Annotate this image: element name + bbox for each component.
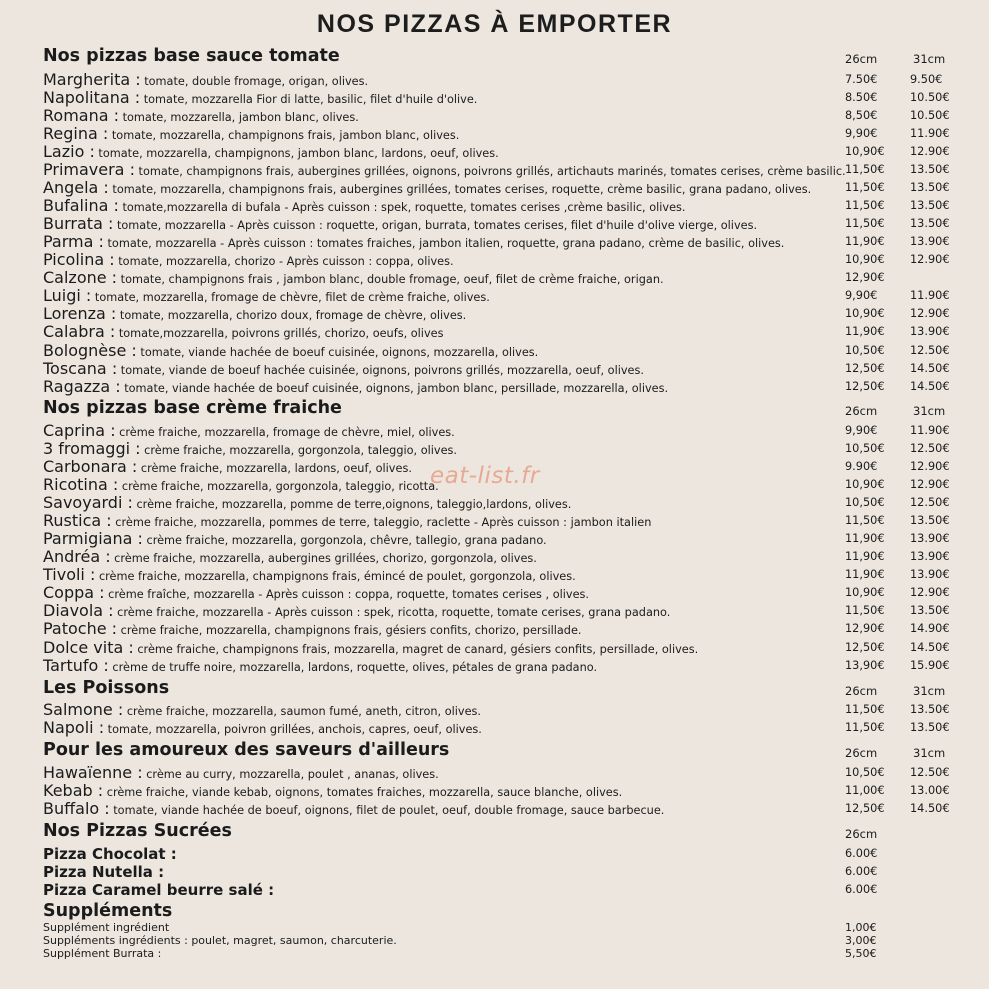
pizza-description: crème fraiche, mozzarella, pommes de terre, taleggio, raclette - Après cuisson : jambon italien: [111, 516, 652, 529]
price-26cm: 7.50€: [845, 73, 878, 86]
menu-item: [43, 763, 439, 781]
supplement-label: Supplément Burrata :: [43, 947, 162, 960]
price-26cm: 12,90€: [845, 271, 885, 284]
menu-item: [43, 583, 589, 601]
price-26cm: 8.50€: [845, 91, 878, 104]
menu-item: [43, 439, 457, 457]
menu-item: [43, 475, 439, 493]
price-26cm: 11,50€: [845, 163, 885, 176]
price-26cm: 11,50€: [845, 181, 885, 194]
price-26cm: 11,00€: [845, 784, 885, 797]
menu-item: [43, 511, 651, 529]
pizza-name: Calzone :: [43, 268, 118, 287]
pizza-description: tomate, mozzarella - Après cuisson : tomates fraiches, jambon italien, roquette, grana padano, crème de basilic, olives.: [103, 237, 785, 250]
menu-item: [43, 844, 177, 862]
menu-item: [43, 304, 466, 322]
menu-title: NOS PIZZAS À EMPORTER: [316, 10, 673, 38]
pizza-name: 3 fromaggi :: [43, 439, 141, 458]
menu-item: [43, 700, 481, 718]
pizza-description: tomate,mozzarella, poivrons grillés, chorizo, oeufs, olives: [115, 327, 444, 340]
pizza-description: crème fraiche, mozzarella, champignons frais, gésiers confits, chorizo, persillade.: [117, 624, 582, 637]
pizza-description: crème fraiche, champignons frais, mozzarella, magret de canard, gésiers confits, persillade, olives.: [133, 643, 699, 656]
price-31cm: 12.90€: [910, 478, 950, 491]
size-column-label: 31cm: [913, 746, 946, 760]
menu-item: [43, 286, 490, 304]
pizza-description: tomate, mozzarella Fior di latte, basilic, filet d'huile d'olive.: [140, 93, 478, 106]
supplement-label: Supplément ingrédient: [43, 921, 170, 934]
menu-item: [43, 341, 538, 359]
pizza-name: Ragazza :: [43, 377, 121, 396]
pizza-name: Ricotina :: [43, 475, 119, 494]
pizza-description: tomate, mozzarella, chorizo - Après cuisson : coppa, olives.: [114, 255, 454, 268]
price-26cm: 9,90€: [845, 289, 878, 302]
price-31cm: 11.90€: [910, 424, 950, 437]
pizza-description: tomate, mozzarella, champignons frais, aubergines grillées, tomates cerises, roquette, crème basilic, grana padano, olives.: [108, 183, 812, 196]
pizza-name: Parma :: [43, 232, 104, 251]
price-26cm: 9,90€: [845, 424, 878, 437]
pizza-name: Pizza Chocolat :: [43, 845, 177, 863]
pizza-name: Diavola :: [43, 601, 114, 620]
price-31cm: 12.50€: [910, 442, 950, 455]
pizza-description: crème fraiche, mozzarella, gorgonzola, taleggio, ricotta.: [118, 480, 439, 493]
pizza-description: tomate, mozzarella, champignons, jambon blanc, lardons, oeuf, olives.: [94, 147, 499, 160]
size-column-label: 26cm: [845, 52, 878, 66]
pizza-name: Buffalo :: [43, 799, 110, 818]
menu-item: [43, 529, 547, 547]
pizza-description: tomate, viande hachée de boeuf, oignons, filet de poulet, oeuf, double fromage, sauce barbecue.: [109, 804, 665, 817]
pizza-name: Tartufo :: [43, 656, 109, 675]
price-26cm: 11,50€: [845, 604, 885, 617]
menu-item: [43, 457, 412, 475]
price-31cm: 13.50€: [910, 721, 950, 734]
pizza-description: crème fraiche, mozzarella, saumon fumé, aneth, citron, olives.: [123, 705, 481, 718]
price-26cm: 11,50€: [845, 721, 885, 734]
price-26cm: 10,50€: [845, 496, 885, 509]
pizza-name: Salmone :: [43, 700, 124, 719]
pizza-description: crème fraiche, mozzarella - Après cuisson : spek, ricotta, roquette, tomate cerises, grana padano.: [113, 606, 671, 619]
price-31cm: 12.90€: [910, 253, 950, 266]
menu-item: [43, 638, 698, 656]
pizza-name: Pizza Nutella :: [43, 863, 165, 881]
pizza-name: Dolce vita :: [43, 638, 134, 657]
watermark: eat-list.fr: [430, 463, 540, 489]
price-26cm: 12,50€: [845, 362, 885, 375]
pizza-description: crème au curry, mozzarella, poulet , ananas, olives.: [142, 768, 439, 781]
size-column-label: 26cm: [845, 684, 878, 698]
price-26cm: 11,90€: [845, 550, 885, 563]
price-26cm: 10,90€: [845, 478, 885, 491]
price-26cm: 12,50€: [845, 380, 885, 393]
price-31cm: 12.50€: [910, 344, 950, 357]
price-31cm: 13.50€: [910, 514, 950, 527]
price-26cm: 9.90€: [845, 460, 878, 473]
menu-item: [43, 359, 644, 377]
price-26cm: 10,50€: [845, 344, 885, 357]
menu-item: [43, 106, 359, 124]
pizza-description: crème fraiche, viande kebab, oignons, tomates fraiches, mozzarella, sauce blanche, olives.: [103, 786, 623, 799]
pizza-name: Bolognèse :: [43, 341, 137, 360]
price-31cm: 14.50€: [910, 380, 950, 393]
price-26cm: 11,90€: [845, 532, 885, 545]
pizza-name: Toscana :: [43, 359, 118, 378]
price-26cm: 11,50€: [845, 703, 885, 716]
pizza-description: crème fraiche, mozzarella, champignons frais, émincé de poulet, gorgonzola, olives.: [95, 570, 576, 583]
price-26cm: 12,50€: [845, 641, 885, 654]
pizza-name: Picolina :: [43, 250, 115, 269]
price-31cm: 13.90€: [910, 568, 950, 581]
price-31cm: 13.50€: [910, 199, 950, 212]
menu-item: [43, 160, 846, 178]
price-26cm: 6.00€: [845, 865, 878, 878]
pizza-name: Primavera :: [43, 160, 135, 179]
pizza-description: crème fraiche, mozzarella, gorgonzola, taleggio, olives.: [140, 444, 458, 457]
pizza-description: tomate, viande de boeuf hachée cuisinée, oignons, poivrons grillés, mozzarella, oeuf, olives.: [117, 364, 644, 377]
price-31cm: 13.90€: [910, 235, 950, 248]
section-heading: Nos Pizzas Sucrées: [43, 821, 232, 841]
pizza-description: tomate, mozzarella, poivron grillées, anchois, capres, oeuf, olives.: [104, 723, 482, 736]
price-26cm: 10,50€: [845, 766, 885, 779]
price-26cm: 12,90€: [845, 622, 885, 635]
pizza-description: crème fraiche, mozzarella, lardons, oeuf, olives.: [137, 462, 412, 475]
pizza-description: crème fraiche, mozzarella, fromage de chèvre, miel, olives.: [115, 426, 455, 439]
menu-item: [43, 493, 571, 511]
pizza-name: Carbonara :: [43, 457, 138, 476]
pizza-name: Regina :: [43, 124, 109, 143]
pizza-description: tomate, champignons frais , jambon blanc, double fromage, oeuf, filet de crème fraiche, origan.: [117, 273, 664, 286]
menu-item: [43, 547, 537, 565]
pizza-name: Savoyardi :: [43, 493, 133, 512]
section-heading: Nos pizzas base sauce tomate: [43, 46, 340, 66]
price-26cm: 8,50€: [845, 109, 878, 122]
price-26cm: 10,90€: [845, 253, 885, 266]
menu-item: [43, 619, 582, 637]
price-31cm: 12.50€: [910, 766, 950, 779]
size-column-label: 31cm: [913, 684, 946, 698]
pizza-name: Napolitana :: [43, 88, 141, 107]
price-31cm: 15.90€: [910, 659, 950, 672]
supplement-price: 3,00€: [845, 934, 877, 947]
size-column-label: 26cm: [845, 827, 878, 841]
menu-item: [43, 88, 477, 106]
menu-item: [43, 124, 459, 142]
size-column-label: 31cm: [913, 404, 946, 418]
pizza-description: tomate, double fromage, origan, olives.: [140, 75, 369, 88]
section-heading: Nos pizzas base crème fraiche: [43, 398, 342, 418]
price-31cm: 13.00€: [910, 784, 950, 797]
menu-item: [43, 601, 670, 619]
price-31cm: 12.50€: [910, 496, 950, 509]
pizza-name: Bufalina :: [43, 196, 119, 215]
supplements-heading: Suppléments: [43, 901, 173, 921]
menu-item: [43, 656, 597, 674]
menu-item: [43, 178, 811, 196]
pizza-name: Kebab :: [43, 781, 104, 800]
pizza-description: crème fraiche, mozzarella, gorgonzola, chêvre, tallegio, grana padano.: [142, 534, 547, 547]
price-31cm: 13.50€: [910, 217, 950, 230]
pizza-name: Patoche :: [43, 619, 118, 638]
price-26cm: 10,90€: [845, 307, 885, 320]
pizza-description: tomate, mozzarella, fromage de chèvre, filet de crème fraiche, olives.: [91, 291, 490, 304]
size-column-label: 26cm: [845, 746, 878, 760]
price-26cm: 10,90€: [845, 586, 885, 599]
pizza-name: Andréa :: [43, 547, 111, 566]
menu-item: [43, 862, 164, 880]
price-31cm: 14.50€: [910, 641, 950, 654]
menu-item: [43, 232, 784, 250]
price-31cm: 12.90€: [910, 586, 950, 599]
price-31cm: 10.50€: [910, 109, 950, 122]
pizza-description: crème fraîche, mozzarella - Après cuisson : coppa, roquette, tomates cerises , olives.: [104, 588, 590, 601]
size-column-label: 26cm: [845, 404, 878, 418]
pizza-description: tomate, viande hachée de boeuf cuisinée, oignons, mozzarella, olives.: [136, 346, 539, 359]
pizza-name: Luigi :: [43, 286, 92, 305]
menu-item: [43, 377, 668, 395]
price-26cm: 11,90€: [845, 568, 885, 581]
price-31cm: 12.90€: [910, 460, 950, 473]
price-31cm: 13.90€: [910, 550, 950, 563]
menu-item: [43, 250, 454, 268]
menu-item: [43, 214, 757, 232]
pizza-description: tomate, mozzarella, champignons frais, jambon blanc, olives.: [108, 129, 460, 142]
section-heading: Les Poissons: [43, 678, 170, 698]
price-31cm: 12.90€: [910, 145, 950, 158]
price-26cm: 12,50€: [845, 802, 885, 815]
pizza-name: Coppa :: [43, 583, 105, 602]
price-26cm: 11,90€: [845, 325, 885, 338]
pizza-description: tomate, champignons frais, aubergines grillées, oignons, poivrons grillés, artichauts marinés, tomates cerises, crème basilic.: [134, 165, 846, 178]
menu-item: [43, 421, 455, 439]
pizza-name: Pizza Caramel beurre salé :: [43, 881, 275, 899]
price-26cm: 11,50€: [845, 199, 885, 212]
price-31cm: 13.50€: [910, 181, 950, 194]
price-31cm: 14.50€: [910, 802, 950, 815]
menu-item: [43, 880, 274, 898]
pizza-description: crème fraiche, mozzarella, pomme de terre,oignons, taleggio,lardons, olives.: [132, 498, 572, 511]
price-31cm: 13.90€: [910, 325, 950, 338]
pizza-description: tomate, viande hachée de boeuf cuisinée, oignons, jambon blanc, persillade, mozzarella, olives.: [120, 382, 669, 395]
pizza-name: Tivoli :: [43, 565, 96, 584]
pizza-name: Angela :: [43, 178, 109, 197]
pizza-name: Lorenza :: [43, 304, 117, 323]
price-31cm: 14.90€: [910, 622, 950, 635]
price-31cm: 10.50€: [910, 91, 950, 104]
price-31cm: 13.50€: [910, 703, 950, 716]
size-column-label: 31cm: [913, 52, 946, 66]
menu-item: [43, 70, 368, 88]
pizza-name: Hawaïenne :: [43, 763, 143, 782]
menu-item: [43, 565, 576, 583]
pizza-name: Parmigiana :: [43, 529, 143, 548]
section-heading: Pour les amoureux des saveurs d'ailleurs: [43, 740, 450, 760]
pizza-name: Caprina :: [43, 421, 116, 440]
pizza-name: Margherita :: [43, 70, 141, 89]
supplement-label: Suppléments ingrédients : poulet, magret, saumon, charcuterie.: [43, 934, 397, 947]
pizza-name: Rustica :: [43, 511, 112, 530]
price-31cm: 12.90€: [910, 307, 950, 320]
menu-item: [43, 196, 686, 214]
pizza-name: Calabra :: [43, 322, 116, 341]
price-31cm: 14.50€: [910, 362, 950, 375]
price-26cm: 6.00€: [845, 847, 878, 860]
menu-item: [43, 142, 499, 160]
pizza-description: crème de truffe noire, mozzarella, lardons, roquette, olives, pétales de grana padano.: [108, 661, 598, 674]
price-26cm: 13,90€: [845, 659, 885, 672]
price-31cm: 9.50€: [910, 73, 943, 86]
menu-item: [43, 799, 664, 817]
price-26cm: 6.00€: [845, 883, 878, 896]
price-31cm: 11.90€: [910, 289, 950, 302]
price-31cm: 13.50€: [910, 604, 950, 617]
pizza-description: tomate, mozzarella, chorizo doux, fromage de chèvre, olives.: [116, 309, 467, 322]
menu-item: [43, 718, 482, 736]
price-26cm: 9,90€: [845, 127, 878, 140]
pizza-description: tomate,mozzarella di bufala - Après cuisson : spek, roquette, tomates cerises ,crème basilic, olives.: [118, 201, 686, 214]
menu-item: [43, 781, 622, 799]
price-31cm: 11.90€: [910, 127, 950, 140]
price-26cm: 10,90€: [845, 145, 885, 158]
price-31cm: 13.90€: [910, 532, 950, 545]
price-26cm: 11,90€: [845, 235, 885, 248]
pizza-description: crème fraiche, mozzarella, aubergines grillées, chorizo, gorgonzola, olives.: [110, 552, 537, 565]
pizza-description: tomate, mozzarella, jambon blanc, olives.: [119, 111, 359, 124]
menu-item: [43, 322, 443, 340]
supplement-price: 1,00€: [845, 921, 877, 934]
menu-item: [43, 268, 664, 286]
pizza-name: Romana :: [43, 106, 119, 125]
price-31cm: 13.50€: [910, 163, 950, 176]
pizza-name: Napoli :: [43, 718, 105, 737]
price-26cm: 11,50€: [845, 217, 885, 230]
pizza-name: Lazio :: [43, 142, 95, 161]
price-26cm: 10,50€: [845, 442, 885, 455]
supplement-price: 5,50€: [845, 947, 877, 960]
price-26cm: 11,50€: [845, 514, 885, 527]
pizza-name: Burrata :: [43, 214, 114, 233]
pizza-description: tomate, mozzarella - Après cuisson : roquette, origan, burrata, tomates cerises, filet d'huile d'olive vierge, olives.: [113, 219, 758, 232]
